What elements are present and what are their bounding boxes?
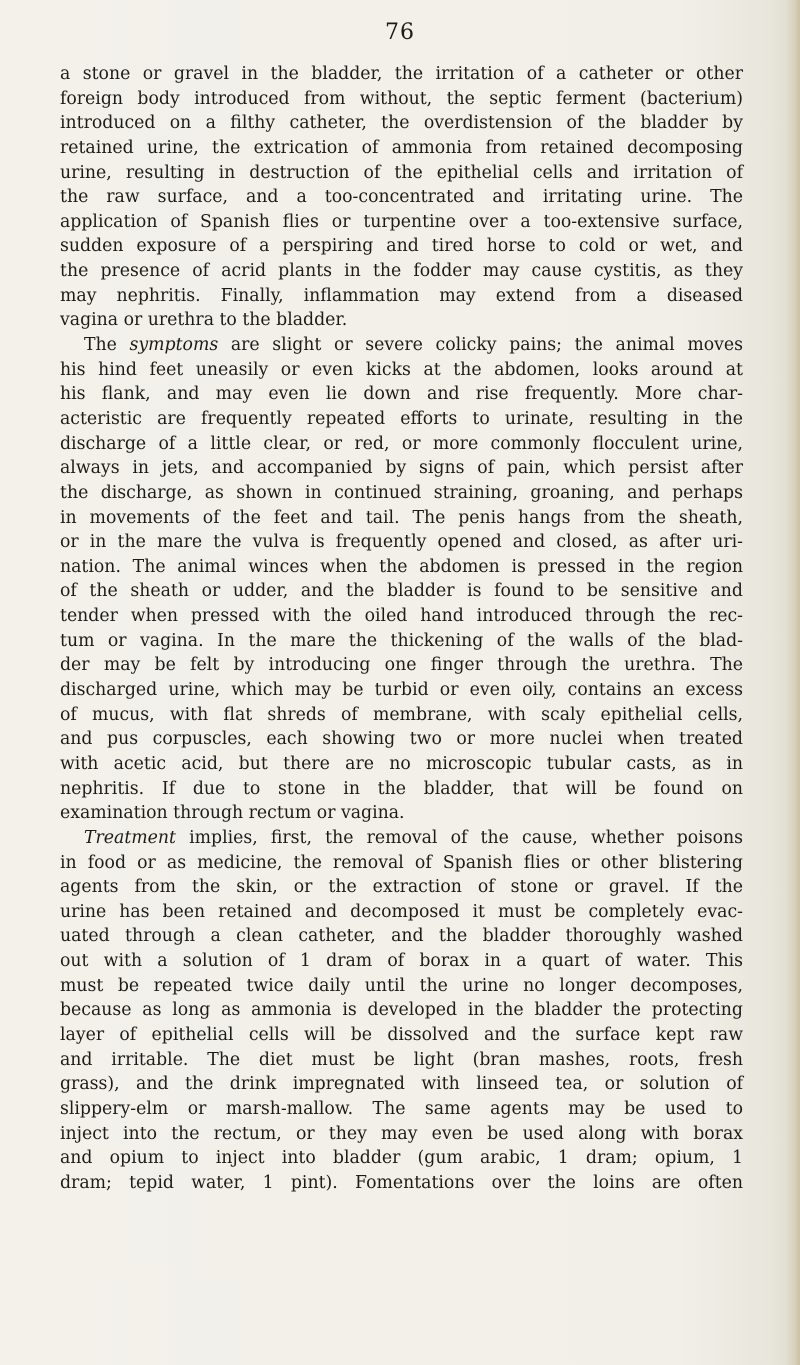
text-line-first (60, 826, 743, 851)
text-line: a stone or gravel in the bladder, the irritation of a catheter or other (60, 64, 743, 84)
text-line: acteristic are frequently repeated efforts to urinate, resulting in the (60, 408, 743, 429)
text-line: his flank, and may even lie down and rise frequently. More char- (60, 384, 743, 405)
text-line: tender when pressed with the oiled hand introduced through the rec- (60, 606, 743, 627)
text-line: the discharge, as shown in continued straining, groaning, and perhaps (60, 482, 743, 503)
text-line: the raw surface, and a too-concentrated and irritating urine. The (60, 187, 743, 208)
lead-text: The (84, 335, 130, 356)
body-text (60, 62, 743, 1195)
text-line: retained urine, the extrication of ammonia from retained decomposing (60, 137, 743, 158)
text-line: in movements of the feet and tail. The penis hangs from the sheath, (60, 507, 743, 528)
text-line: agents from the skin, or the extraction of stone or gravel. If the (60, 877, 743, 898)
text-line: because as long as ammonia is developed in the bladder the protecting (60, 1000, 743, 1021)
text-line: grass), and the drink impregnated with linseed tea, or solution of (60, 1074, 743, 1095)
text-line: der may be felt by introducing one finger through the urethra. The (60, 655, 743, 676)
text-line-first (60, 333, 743, 358)
text-line: slippery-elm or marsh-mallow. The same agents may be used to (60, 1098, 743, 1119)
text-line: uated through a clean catheter, and the bladder thoroughly washed (60, 926, 743, 947)
text-line: vagina or urethra to the bladder. (60, 310, 348, 331)
text-line: and irritable. The diet must be light (bran mashes, roots, fresh (60, 1049, 743, 1070)
text-line: always in jets, and accompanied by signs of pain, which persist after (60, 458, 743, 479)
page-edge-shadow (786, 0, 800, 1365)
text-line: and opium to inject into bladder (gum arabic, 1 dram; opium, 1 (60, 1148, 743, 1169)
text-line: layer of epithelial cells will be dissolved and the surface kept raw (60, 1024, 743, 1045)
text-line: with acetic acid, but there are no microscopic tubular casts, as in (60, 753, 743, 774)
text-line: must be repeated twice daily until the urine no longer decomposes, (60, 975, 743, 996)
text-line: inject into the rectum, or they may even be used along with borax (60, 1123, 743, 1144)
text-line: introduced on a filthy catheter, the overdistension of the bladder by (60, 113, 743, 134)
text-line: dram; tepid water, 1 pint). Fomentations over the loins are often (60, 1172, 743, 1193)
text-line: in food or as medicine, the removal of Spanish flies or other blistering (60, 852, 743, 873)
text-line: nephritis. If due to stone in the bladder, that will be found on (60, 778, 743, 799)
text-line: examination through rectum or vagina. (60, 803, 405, 824)
page-number: 76 (385, 20, 415, 45)
text-line: or in the mare the vulva is frequently opened and closed, as after uri- (60, 532, 743, 553)
text-line: his hind feet uneasily or even kicks at the abdomen, looks around at (60, 359, 743, 380)
text-line: nation. The animal winces when the abdomen is pressed in the region (60, 556, 743, 577)
first-line-rest: implies, first, the removal of the cause, whether poisons (175, 827, 743, 848)
text-line: urine, resulting in destruction of the epithelial cells and irritation of (60, 162, 743, 183)
text-line: foreign body introduced from without, the septic ferment (bacterium) (60, 88, 743, 109)
section-heading-treatment: Treatment (84, 827, 176, 848)
text-line: may nephritis. Finally, inflammation may extend from a diseased (60, 285, 743, 306)
text-line: discharge of a little clear, or red, or more commonly flocculent urine, (60, 433, 743, 454)
text-line: discharged urine, which may be turbid or even oily, contains an excess (60, 680, 743, 701)
text-line: out with a solution of 1 dram of borax in a quart of water. This (60, 951, 743, 972)
first-line-rest: are slight or severe colicky pains; the animal moves (218, 335, 743, 356)
text-line: of the sheath or udder, and the bladder is found to be sensitive and (60, 581, 743, 602)
section-heading-symptoms: symptoms (129, 335, 219, 356)
text-line: and pus corpuscles, each showing two or more nuclei when treated (60, 729, 743, 750)
paragraph-causes (60, 62, 743, 333)
text-line: the presence of acrid plants in the fodder may cause cystitis, as they (60, 261, 743, 282)
text-line: of mucus, with flat shreds of membrane, with scaly epithelial cells, (60, 704, 743, 725)
paragraph-symptoms (60, 333, 743, 826)
text-line: tum or vagina. In the mare the thickening of the walls of the blad- (60, 630, 743, 651)
text-line: urine has been retained and decomposed it must be completely evac- (60, 901, 743, 922)
text-line: application of Spanish flies or turpentine over a too-extensive surface, (60, 211, 743, 232)
text-line: sudden exposure of a perspiring and tired horse to cold or wet, and (60, 236, 743, 257)
paragraph-treatment (60, 826, 743, 1196)
